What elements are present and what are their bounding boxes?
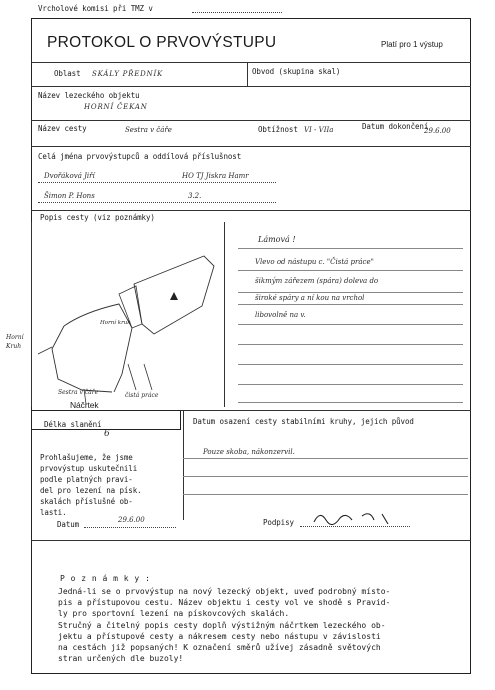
ruled-line xyxy=(238,292,463,293)
description-label: Popis cesty (viz poznámky) xyxy=(40,213,155,222)
signatures-label: Podpisy xyxy=(263,518,294,527)
notes-line: Stručný a čitelný popis cesty doplň výstižným náčrtkem lezeckého ob- xyxy=(58,621,386,630)
ruled-line xyxy=(183,476,468,477)
ruled-line xyxy=(238,304,463,305)
declaration-line: lasti. xyxy=(40,508,67,517)
bolts-value: Pouze skoba, nákonzervil. xyxy=(203,448,295,456)
ruled-line xyxy=(183,494,468,495)
district-label: Obvod (skupina skal) xyxy=(252,67,341,76)
ruled-line xyxy=(238,270,463,271)
sketch-caption: Náčrtek xyxy=(70,400,99,410)
names-line-2 xyxy=(38,202,276,203)
divider xyxy=(31,540,471,541)
route-value: Sestra v čáře xyxy=(125,126,172,134)
notes-line: pis a přístupovou cestu. Název objektu i cesty vol ve shodě s Pravid- xyxy=(58,598,391,607)
rappel-value: 6 xyxy=(104,429,110,439)
names-label: Celá jména prvovýstupců a oddílová příslušnost xyxy=(38,152,242,161)
notes-line: na cestách již popsaných! K označení směrů užívej zásadně světových xyxy=(58,643,381,652)
date-line xyxy=(84,527,176,528)
declaration-line: Prohlašujeme, že jsme xyxy=(40,453,133,462)
divider xyxy=(183,410,184,520)
description-line: Vlevo od nástupu c. "Čistá práce" xyxy=(255,258,374,266)
divider xyxy=(31,120,471,121)
commission-label: Vrcholové komisi při TMZ v xyxy=(38,4,153,13)
climber-1: Dvořáková Jiří xyxy=(44,172,95,180)
ruled-line xyxy=(183,458,468,459)
sketch-label: Horní kruh xyxy=(100,320,131,326)
notes-line: ly pro sportovní lezení na pískovcových skalách. xyxy=(58,609,290,618)
rappel-label: Délka slanění xyxy=(44,420,102,429)
notes-line: Jedná-li se o prvovýstup na nový lezecký objekt, uveď podrobný místo- xyxy=(58,587,391,596)
page-title: PROTOKOL O PRVOVÝSTUPU xyxy=(47,34,277,51)
notes-line: jektu a přístupové cesty a nákresem cesty nebo nástupu v závislosti xyxy=(58,632,381,641)
ruled-line xyxy=(238,344,463,345)
sketch-label: čistá práce xyxy=(125,392,159,399)
description-line: široké spáry a ní kou na vrchol xyxy=(255,294,365,302)
difficulty-label: Obtížnost xyxy=(258,125,298,134)
declaration-line: skalách příslušné ob- xyxy=(40,497,133,506)
divider xyxy=(31,62,471,63)
declaration-line: podle platných pravi- xyxy=(40,475,133,484)
bolts-label: Datum osazení cesty stabilními kruhy, jejich původ xyxy=(193,417,414,426)
route-sketch xyxy=(24,214,224,414)
divider xyxy=(31,210,471,211)
difficulty-value: VI - VIIa xyxy=(304,126,334,134)
declaration-text xyxy=(40,452,142,518)
commission-dotted-line xyxy=(192,12,282,13)
club-1: HO TJ Jiskra Hamr xyxy=(182,172,249,180)
object-value: HORNÍ ČEKAN xyxy=(84,103,148,111)
divider xyxy=(31,146,471,147)
description-line: šikmým zářezem (spára) doleva do xyxy=(255,277,379,285)
declaration-line: prvovýstup uskutečnili xyxy=(40,464,138,473)
area-value: SKÁLY PŘEDNÍK xyxy=(92,70,164,78)
date-value: 29.6.00 xyxy=(118,516,145,524)
completed-value: 29.6.00 xyxy=(424,127,451,135)
object-label: Název lezeckého objektu xyxy=(38,91,140,100)
area-label: Oblast xyxy=(54,69,81,78)
climber-2: Šimon P. Hons xyxy=(44,192,95,200)
names-line-1 xyxy=(38,182,276,183)
sketch-label: Sestra v čáře xyxy=(58,389,99,396)
declaration-line: del pro lezení na písk. xyxy=(40,486,142,495)
description-line: libovolně na v. xyxy=(255,311,306,319)
route-label: Název cesty xyxy=(38,124,87,133)
completed-label: Datum dokončení xyxy=(362,122,429,131)
divider xyxy=(31,86,471,87)
ruled-line xyxy=(238,248,463,249)
club-2: 3.2. xyxy=(188,192,202,200)
sketch-label-left: Horní xyxy=(6,334,24,341)
ruled-line xyxy=(238,364,463,365)
notes-heading: P o z n á m k y : xyxy=(60,574,151,583)
ruled-line xyxy=(238,384,463,385)
description-line: Lámová ! xyxy=(258,235,296,244)
notes-line: stran určených dle buzoly! xyxy=(58,654,184,663)
sketch-label-left: Kruh xyxy=(6,343,22,350)
ruled-line xyxy=(238,402,463,403)
ruled-line xyxy=(238,324,463,325)
date-label: Datum xyxy=(57,520,80,529)
divider xyxy=(247,62,248,86)
signature-scribble xyxy=(312,508,402,528)
divider xyxy=(224,222,225,407)
validity-note: Platí pro 1 výstup xyxy=(381,40,443,49)
